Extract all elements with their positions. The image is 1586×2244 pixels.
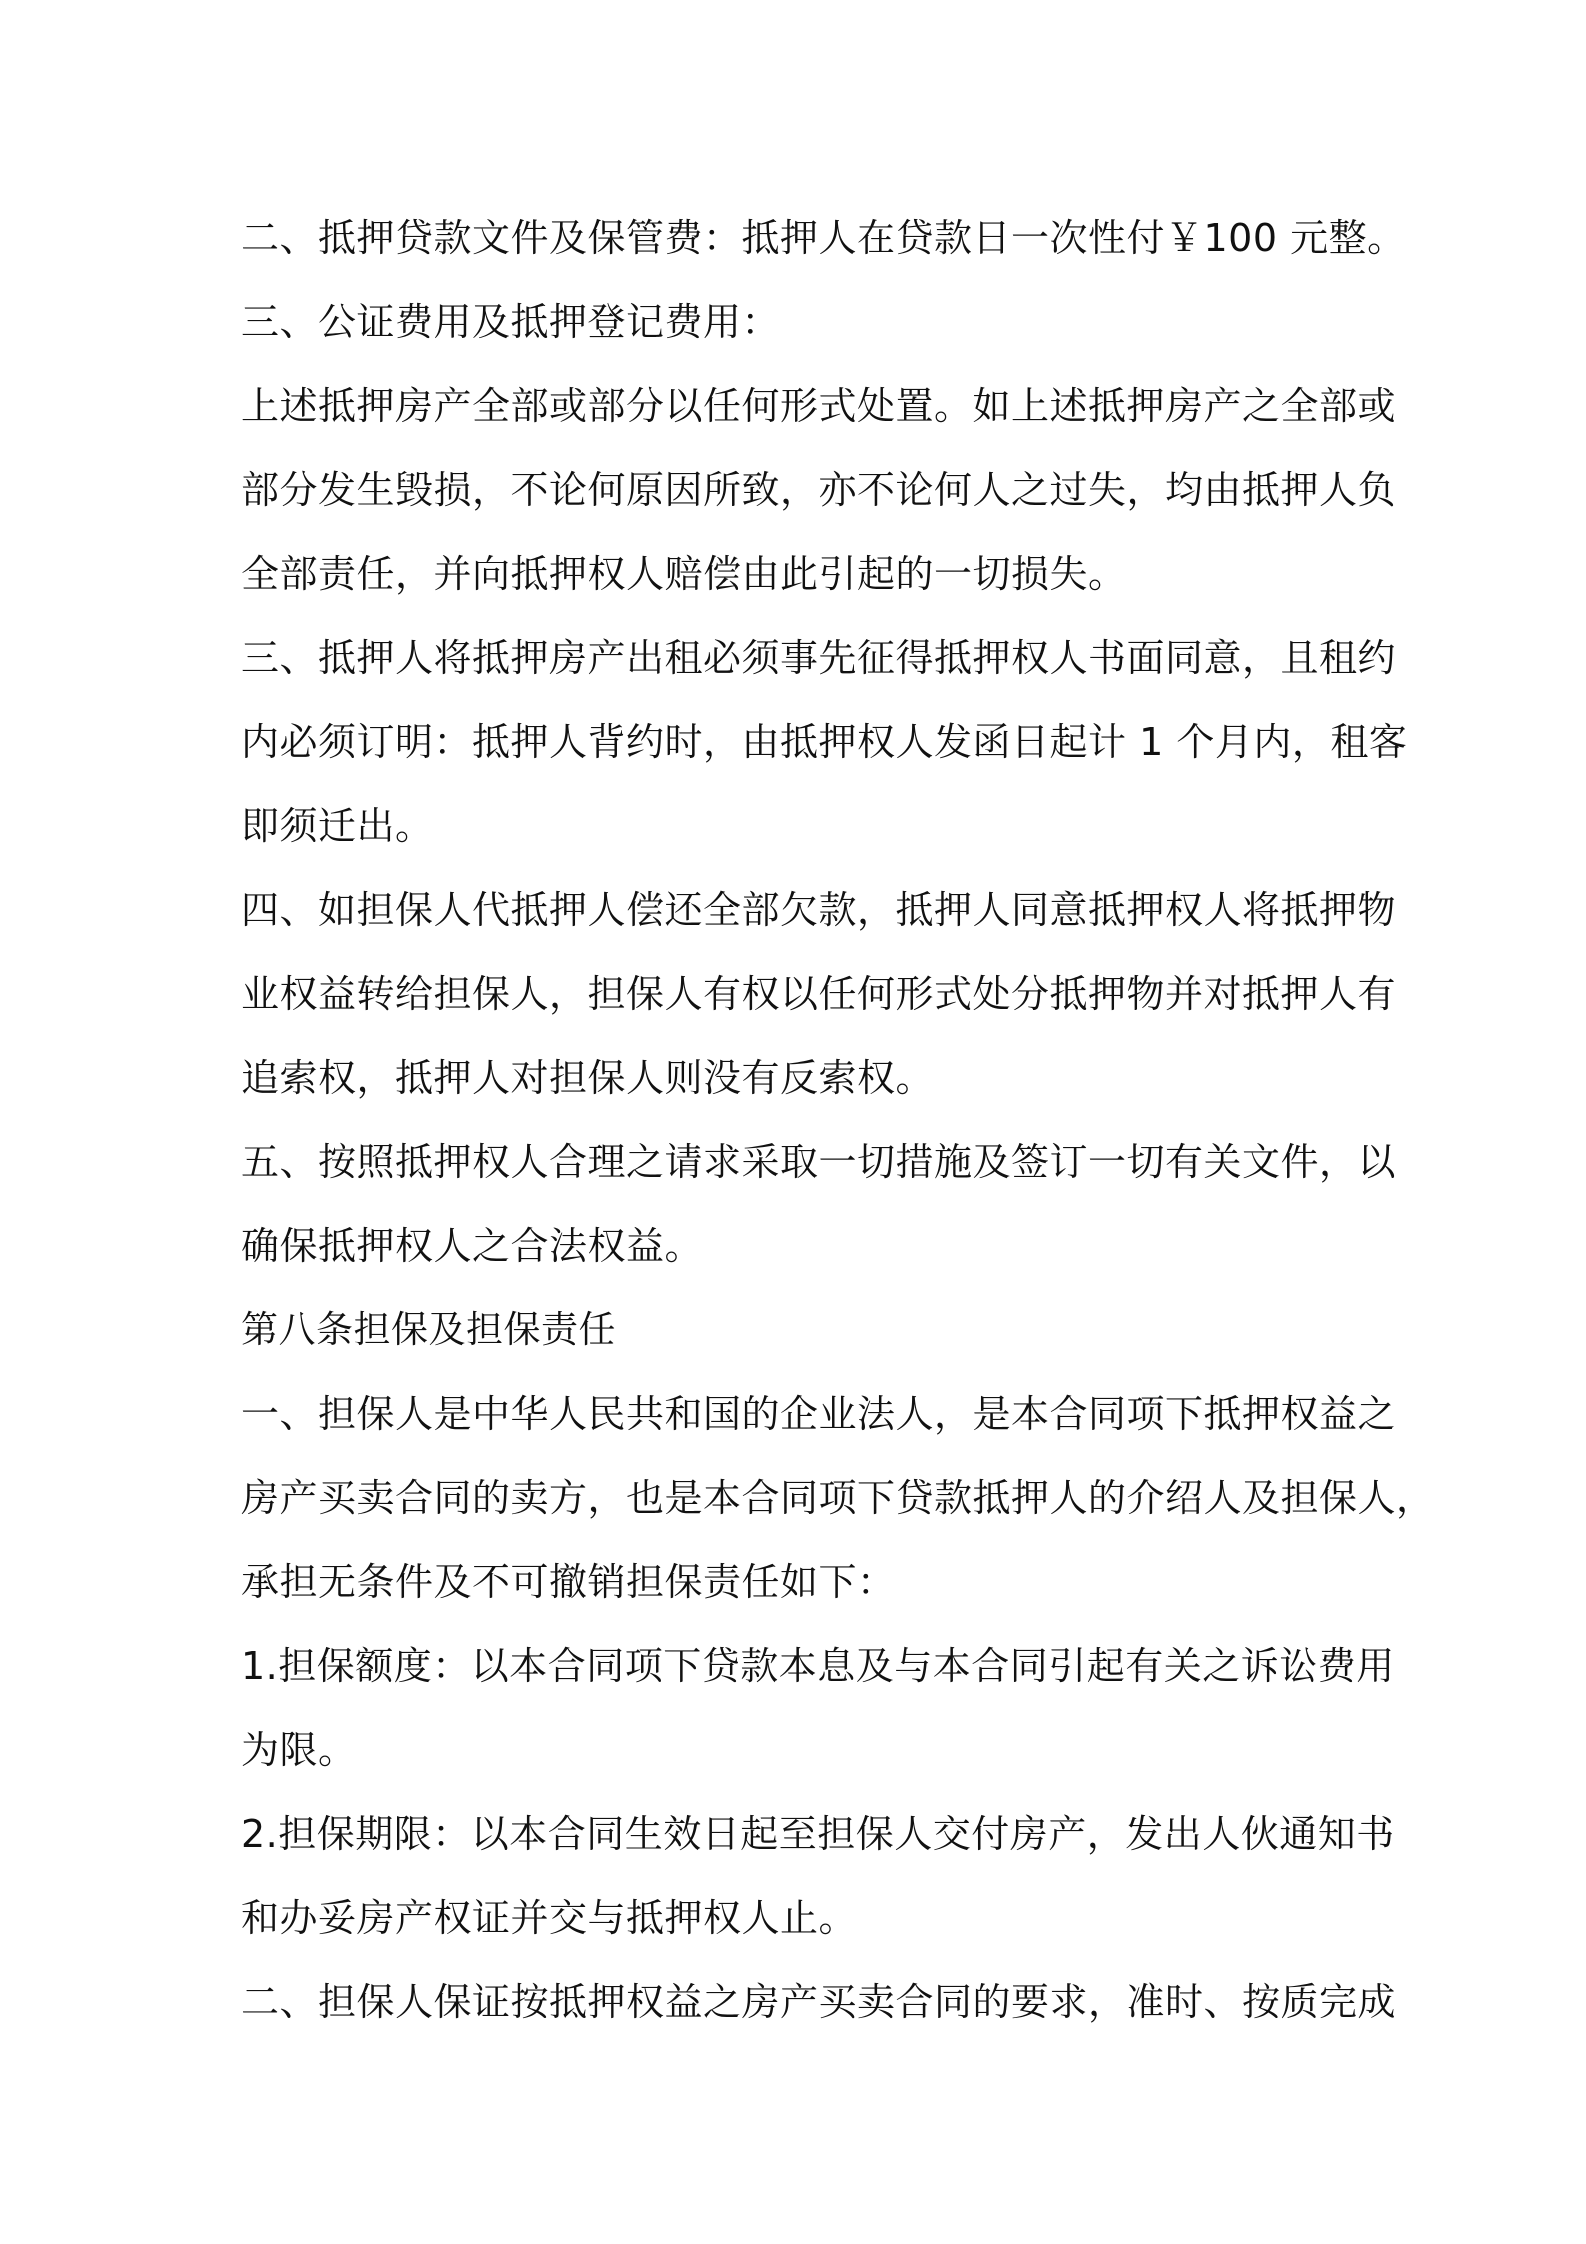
text-line: 业权益转给担保人，担保人有权以任何形式处分抵押物并对抵押人有 [241, 972, 1397, 1016]
text-line: 和办妥房产权证并交与抵押权人止。 [241, 1896, 858, 1940]
text-line: 承担无条件及不可撤销担保责任如下： [241, 1560, 896, 1604]
text-line: 三、公证费用及抵押登记费用： [241, 300, 781, 344]
text-line: 为限。 [241, 1728, 357, 1772]
text-line: 三、抵押人将抵押房产出租必须事先征得抵押权人书面同意，且租约 [241, 636, 1397, 680]
text-line: 部分发生毁损，不论何原因所致，亦不论何人之过失，均由抵押人负 [241, 468, 1397, 512]
text-line: 房产买卖合同的卖方，也是本合同项下贷款抵押人的介绍人及担保人， [241, 1476, 1435, 1520]
text-line: 2.担保期限：以本合同生效日起至担保人交付房产，发出人伙通知书 [241, 1812, 1395, 1856]
text-line: 五、按照抵押权人合理之请求采取一切措施及签订一切有关文件，以 [241, 1140, 1397, 1184]
text-line: 1.担保额度：以本合同项下贷款本息及与本合同引起有关之诉讼费用 [241, 1644, 1395, 1688]
text-line: 上述抵押房产全部或部分以任何形式处置。如上述抵押房产之全部或 [241, 384, 1397, 428]
text-line: 全部责任，并向抵押权人赔偿由此引起的一切损失。 [241, 552, 1127, 596]
text-line: 确保抵押权人之合法权益。 [241, 1224, 704, 1268]
section-heading: 第八条担保及担保责任 [241, 1308, 616, 1351]
text-line: 四、如担保人代抵押人偿还全部欠款，抵押人同意抵押权人将抵押物 [241, 888, 1397, 932]
text-line: 内必须订明：抵押人背约时，由抵押权人发函日起计 1 个月内，租客 [241, 720, 1408, 764]
document-body [241, 196, 1435, 2044]
text-line: 一、担保人是中华人民共和国的企业法人，是本合同项下抵押权益之 [241, 1392, 1397, 1436]
text-line: 追索权，抵押人对担保人则没有反索权。 [241, 1056, 935, 1100]
text-line: 二、抵押贷款文件及保管费：抵押人在贷款日一次性付￥100 元整。 [241, 216, 1406, 260]
text-line: 即须迁出。 [241, 804, 434, 848]
text-line: 二、担保人保证按抵押权益之房产买卖合同的要求，准时、按质完成 [241, 1980, 1397, 2024]
